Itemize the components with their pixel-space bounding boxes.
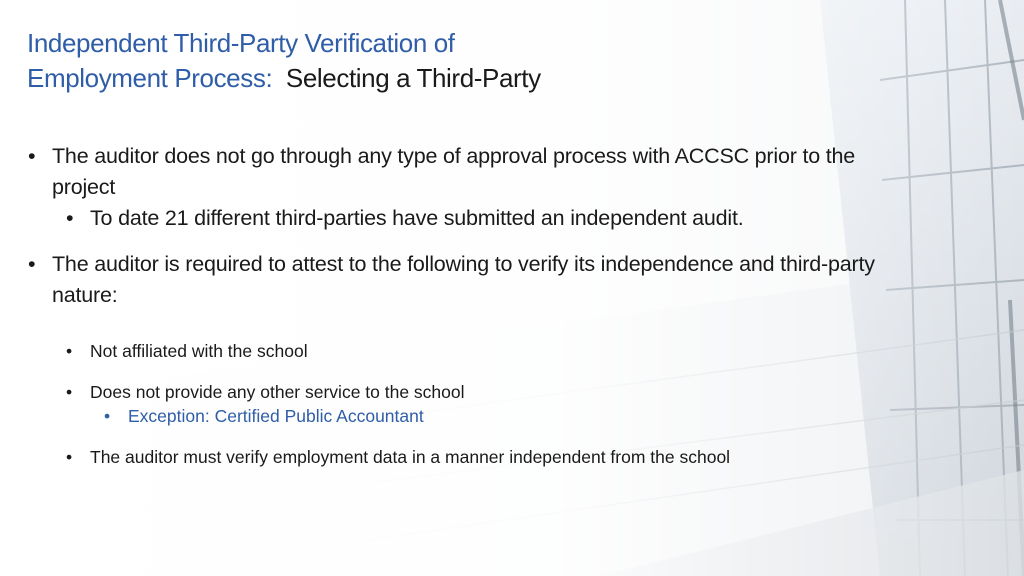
item-exception <box>28 404 908 428</box>
bullet-dot: • <box>66 382 73 402</box>
exception-text: Exception: Certified Public Accountant <box>128 406 424 426</box>
bullet-dot: • <box>66 447 73 467</box>
bullet-approval <box>28 141 908 203</box>
item-text: Not affiliated with the school <box>90 341 308 361</box>
slide-content <box>28 141 908 469</box>
item-not-affiliated <box>28 339 908 363</box>
bullet-dot: • <box>66 341 73 361</box>
title-line-1: Independent Third-Party Verification of <box>27 28 455 58</box>
slide-title <box>27 26 541 96</box>
item-text: Does not provide any other service to the school <box>90 382 465 402</box>
item-text: The auditor must verify employment data in a manner independent from the school <box>90 447 731 467</box>
bullet-dot: • <box>66 206 74 230</box>
bullet-text: The auditor does not go through any type of approval process with ACCSC prior to the project <box>52 144 856 199</box>
item-no-other-service <box>28 380 908 404</box>
bullet-dot: • <box>28 144 36 168</box>
bullet-text: The auditor is required to attest to the following to verify its independence and third-party nature: <box>52 252 875 307</box>
title-subtitle: Selecting a Third-Party <box>285 63 541 93</box>
bullet-text: To date 21 different third-parties have submitted an independent audit. <box>90 206 744 230</box>
sub-bullet-count <box>28 203 908 234</box>
title-accent: Employment Process: <box>27 63 273 93</box>
bullet-attest <box>28 249 908 311</box>
item-independent-data <box>28 445 908 469</box>
bullet-dot: • <box>104 406 111 426</box>
bullet-dot: • <box>28 252 36 276</box>
